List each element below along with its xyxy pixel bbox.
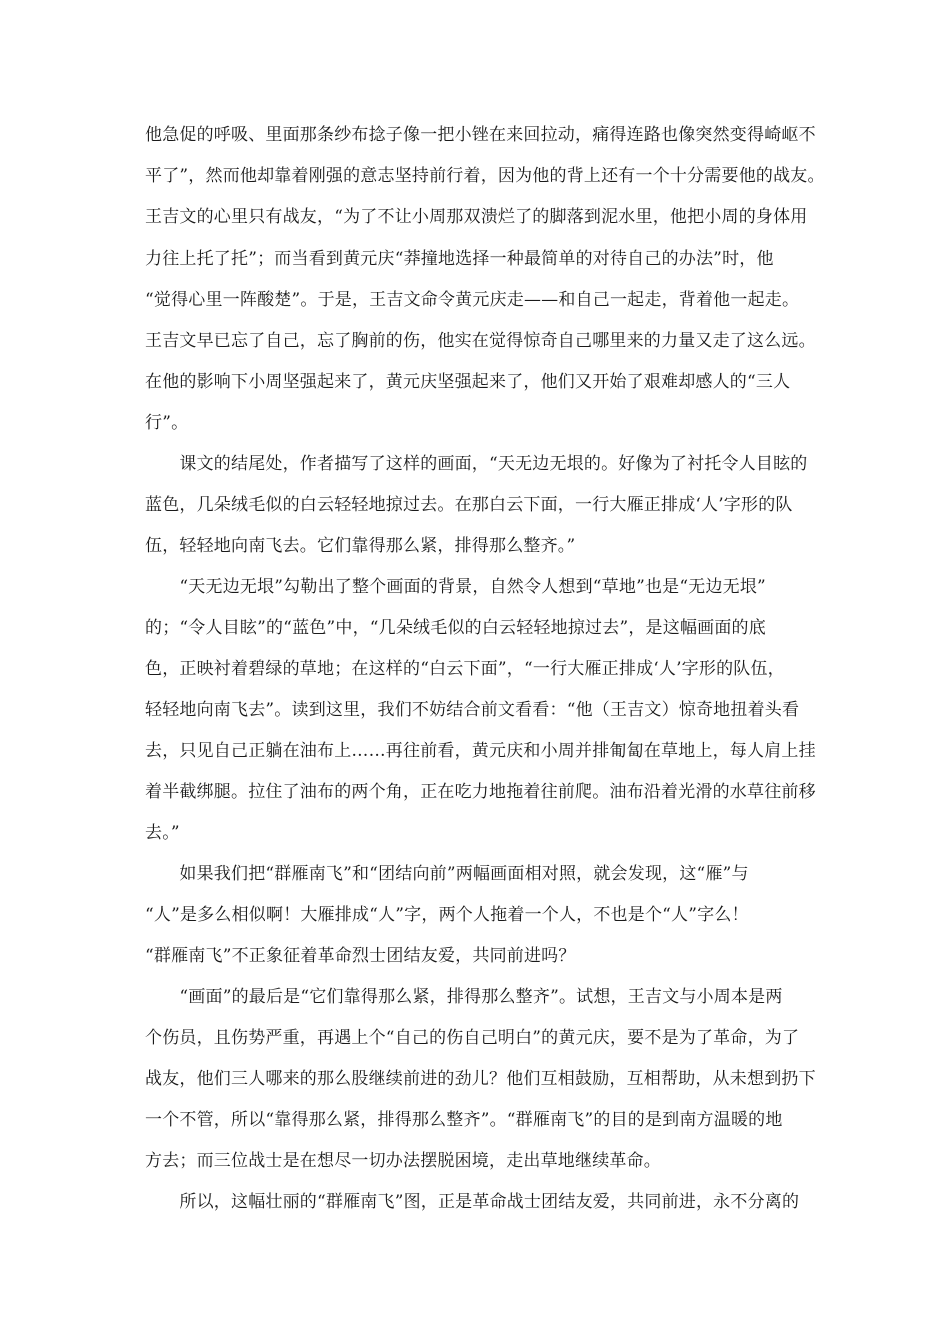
text-line: 王吉文早已忘了自己，忘了胸前的伤，他实在觉得惊奇自己哪里来的力量又走了这么远。 <box>145 331 816 351</box>
text-line: 力往上托了托”；而当看到黄元庆“莽撞地选择一种最简单的对待自己的办法”时，他 <box>145 249 774 269</box>
text-line: 平了”，然而他却靠着刚强的意志坚持前行着，因为他的背上还有一个十分需要他的战友。 <box>145 166 825 186</box>
text-line: 在他的影响下小周坚强起来了，黄元庆坚强起来了，他们又开始了艰难却感人的“三人 <box>145 372 791 392</box>
text-line: 伍，轻轻地向南飞去。它们靠得那么紧，排得那么整齐。” <box>145 536 576 556</box>
text-line: 一个不管，所以“靠得那么紧，排得那么整齐”。“群雁南飞”的目的是到南方温暖的地 <box>145 1110 783 1130</box>
text-line: “觉得心里一阵酸楚”。于是，王吉文命令黄元庆走——和自己一起走，背着他一起走。 <box>145 290 800 310</box>
text-line: “人”是多么相似啊！大雁排成“人”字，两个人拖着一个人，不也是个“人”字么！ <box>145 905 749 925</box>
text-line: 所以，这幅壮丽的“群雁南飞”图，正是革命战士团结友爱，共同前进，永不分离的 <box>145 1192 800 1212</box>
text-line: 课文的结尾处，作者描写了这样的画面，“天无边无垠的。好像为了衬托令人目眩的 <box>145 454 808 474</box>
text-line: 的；“令人目眩”的“蓝色”中，“几朵绒毛似的白云轻轻地掠过去”，是这幅画面的底 <box>145 618 766 638</box>
text-line: 战友，他们三人哪来的那么股继续前进的劲儿？他们互相鼓励，互相帮助，从未想到扔下 <box>145 1069 816 1089</box>
text-line: 蓝色，几朵绒毛似的白云轻轻地掠过去。在那白云下面，一行大雁正排成‘人’字形的队 <box>145 495 793 515</box>
text-line: 他急促的呼吸、里面那条纱布捻子像一把小锉在来回拉动，痛得连路也像突然变得崎岖不 <box>145 125 816 145</box>
text-line: 去。” <box>145 823 180 843</box>
text-line: 行”。 <box>145 413 189 433</box>
text-line: 个伤员，且伤势严重，再遇上个“自己的伤自己明白”的黄元庆，要不是为了革命，为了 <box>145 1028 800 1048</box>
text-line: 色，正映衬着碧绿的草地；在这样的“白云下面”，“一行大雁正排成‘人’字形的队伍， <box>145 659 785 679</box>
text-line: 轻轻地向南飞去”。读到这里，我们不妨结合前文看看：“他（王吉文）惊奇地扭着头看 <box>145 700 800 720</box>
text-line: “画面”的最后是“它们靠得那么紧，排得那么整齐”。试想，王吉文与小周本是两 <box>145 987 783 1007</box>
text-line: 如果我们把“群雁南飞”和“团结向前”两幅画面相对照，就会发现，这“雁”与 <box>145 864 749 884</box>
text-line: “群雁南飞”不正象征着革命烈士团结友爱，共同前进吗？ <box>145 946 576 966</box>
text-line: 去，只见自己正躺在油布上……再往前看，黄元庆和小周并排匍匐在草地上，每人肩上挂 <box>145 741 816 761</box>
text-line: 王吉文的心里只有战友，“为了不让小周那双溃烂了的脚落到泥水里，他把小周的身体用 <box>145 207 808 227</box>
text-line: “天无边无垠”勾勒出了整个画面的背景，自然令人想到“草地”也是“无边无垠” <box>145 577 766 597</box>
text-line: 着半截绑腿。拉住了油布的两个角，正在吃力地拖着往前爬。油布沿着光滑的水草往前移 <box>145 782 816 802</box>
text-line: 方去；而三位战士是在想尽一切办法摆脱困境，走出草地继续革命。 <box>145 1151 661 1171</box>
